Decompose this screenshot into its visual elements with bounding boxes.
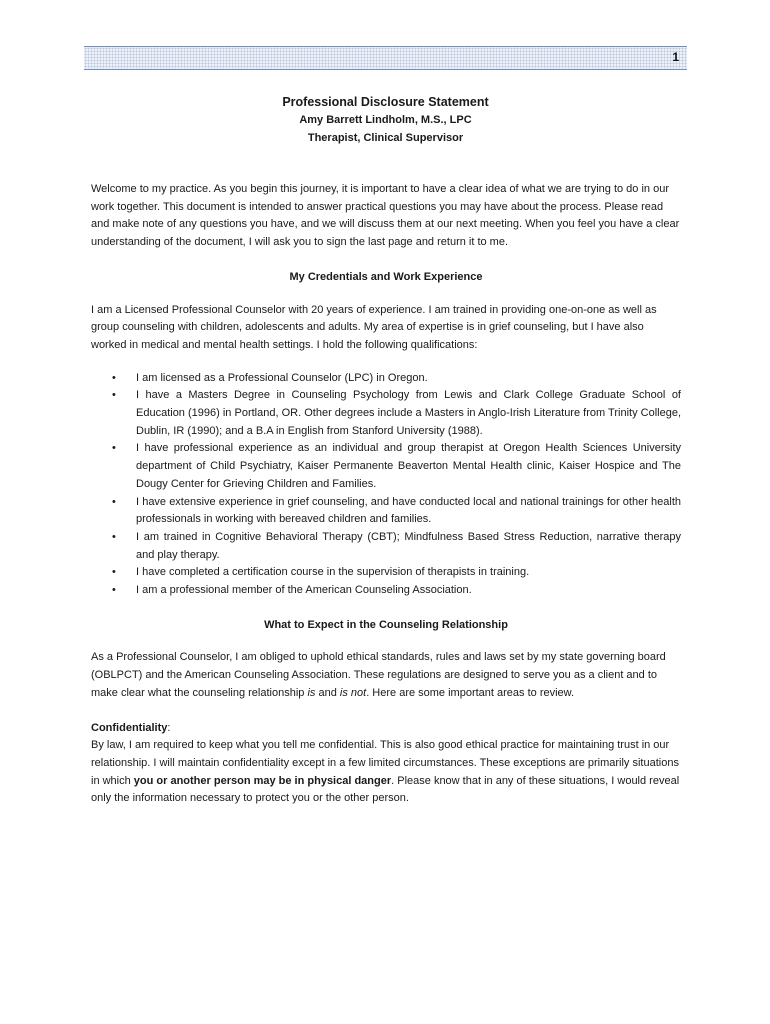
confidentiality-heading: Confidentiality: [91, 721, 171, 734]
list-item: • I am a professional member of the American Counseling Association. [136, 582, 681, 600]
bullet-icon: • [112, 566, 116, 579]
credentials-paragraph: I am a Licensed Professional Counselor with 20 years of experience. I am trained in providing one-on-one as well as group counseling with children, adolescents and adults. My area of expertise is in grief counseling, but I have also worked in medical and mental health settings. I hold the following qualifications: [91, 303, 657, 351]
credentials-heading: My Credentials and Work Experience [289, 270, 483, 283]
list-item: • I am licensed as a Professional Counselor (LPC) in Oregon. [136, 370, 681, 388]
expectations-heading: What to Expect in the Counseling Relationship [264, 618, 508, 631]
list-item: • I am trained in Cognitive Behavioral Therapy (CBT); Mindfulness Based Stress Reduction, narrative therapy and play therapy. [112, 530, 681, 561]
page-header-band [84, 46, 687, 70]
bullet-icon: • [112, 495, 116, 508]
bullet-icon: • [112, 442, 116, 455]
bullet-icon: • [112, 389, 116, 402]
author-name: Amy Barrett Lindholm, M.S., LPC [299, 114, 472, 126]
list-item: • I have completed a certification course in the supervision of therapists in training. [136, 564, 681, 582]
confidentiality-paragraph: By law, I am required to keep what you tell me confidential. This is also good ethical practice for maintaining trust in our relationship. I will maintain confidentiality except in a few limited circumstances. These exceptions are primarily situations in which you or another person may be in physical danger. Please know that in any of these situations, I would reveal only the information necessary to protect you or the other person. [91, 739, 680, 805]
bullet-icon: • [112, 584, 116, 597]
list-item: • I have extensive experience in grief counseling, and have conducted local and national trainings for other health professionals in working with bereaved children and families. [112, 495, 681, 526]
document-body [91, 181, 681, 808]
list-item: • I have a Masters Degree in Counseling Psychology from Lewis and Clark College Graduate School of Education (1996) in Portland, OR. Other degrees include a Masters in Anglo-Irish Literature from Trinity College, Dublin, IR (1990); and a B.A in English from Stanford University (1988). [112, 389, 681, 437]
document-title: Professional Disclosure Statement [282, 95, 489, 109]
list-item: • I have professional experience as an individual and group therapist at Oregon Health Sciences University department of Child Psychiatry, Kaiser Permanente Beaverton Mental Health clinic, Kaiser Hospice and The Dougy Center for Grieving Children and Families. [112, 442, 681, 490]
emphasis-is-not: is not [339, 686, 367, 699]
physical-danger-emphasis: you or another person may be in physical danger [133, 774, 392, 787]
emphasis-is: is [307, 686, 316, 699]
page-number: 1 [672, 50, 679, 64]
bullet-icon: • [112, 371, 116, 384]
author-role: Therapist, Clinical Supervisor [307, 132, 464, 144]
intro-paragraph: Welcome to my practice. As you begin this journey, it is important to have a clear idea of what we are trying to do in our work together. This document is intended to answer practical questions you may have about the process. Please read and make note of any questions you have, and we will discuss them at our next meeting. When you feel you have a clear understanding of the document, I will ask you to sign the last page and return it to me. [91, 183, 680, 249]
bullet-icon: • [112, 530, 116, 543]
qualifications-list [91, 370, 681, 600]
expectations-paragraph: As a Professional Counselor, I am obliged to uphold ethical standards, rules and laws set by my state governing board (OBLPCT) and the American Counseling Association. These regulations are designed to serve you as a client and to make clear what the counseling relationship is and is not. Here are some important areas to review. [91, 651, 666, 699]
title-block [84, 94, 687, 147]
